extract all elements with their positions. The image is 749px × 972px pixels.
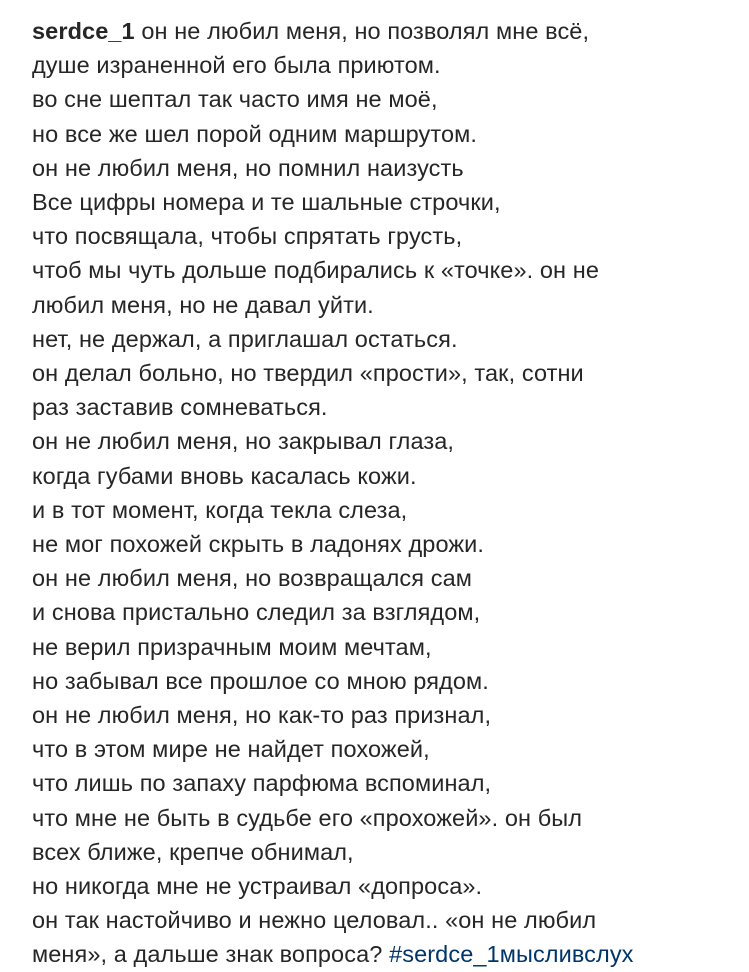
caption-text: он не любил меня, но позволял мне всё,: [134, 18, 590, 44]
caption-line: чтоб мы чуть дольше подбирались к «точке». он не: [32, 257, 599, 284]
caption-line: он не любил меня, но помнил наизусть: [32, 154, 464, 181]
caption-line: но никогда мне не устраивал «допроса».: [32, 873, 483, 900]
caption-line: и в тот момент, когда текла слеза,: [32, 496, 408, 523]
caption-line: любил меня, но не давал уйти.: [32, 291, 374, 318]
caption-line: но забывал все прошлое со мною рядом.: [32, 667, 489, 694]
hashtag-link[interactable]: #serdce_1мысливслух: [389, 941, 634, 968]
caption-line: душе израненной его была приютом.: [32, 52, 441, 79]
caption-text: меня», а дальше знак вопроса?: [32, 941, 390, 968]
caption-line: всех ближе, крепче обнимал,: [32, 838, 354, 865]
caption-line: раз заставив сомневаться.: [32, 394, 328, 421]
caption-line: и снова пристально следил за взглядом,: [32, 599, 481, 626]
caption-line: не мог похожей скрыть в ладонях дрожи.: [32, 531, 485, 558]
caption-last-line: [32, 937, 731, 971]
caption-line: что лишь по запаху парфюма вспоминал,: [32, 770, 492, 797]
caption-line: он так настойчиво и нежно целовал.. «он не любил: [32, 907, 597, 934]
caption-line: он не любил меня, но как-то раз признал,: [32, 702, 492, 729]
caption-line: когда губами вновь касалась кожи.: [32, 462, 417, 489]
caption-line: Все цифры номера и те шальные строчки,: [32, 189, 501, 216]
caption-line: но все же шел порой одним маршрутом.: [32, 120, 478, 147]
caption-line: во сне шептал так часто имя не моё,: [32, 86, 438, 113]
caption-line: не верил призрачным моим мечтам,: [32, 633, 432, 660]
caption-line: что в этом мире не найдет похожей,: [32, 736, 430, 763]
caption-line: нет, не держал, а приглашал остаться.: [32, 325, 458, 352]
caption-line-1: [32, 14, 731, 48]
caption-line: что посвящала, чтобы спрятать грусть,: [32, 223, 463, 250]
caption-line: что мне не быть в судьбе его «прохожей». он был: [32, 804, 583, 831]
caption-line: он не любил меня, но возвращался сам: [32, 565, 473, 592]
caption-line: он делал больно, но твердил «прости», так, сотни: [32, 360, 584, 387]
username-link[interactable]: serdce_1: [32, 18, 135, 44]
caption-line: он не любил меня, но закрывал глаза,: [32, 428, 455, 455]
